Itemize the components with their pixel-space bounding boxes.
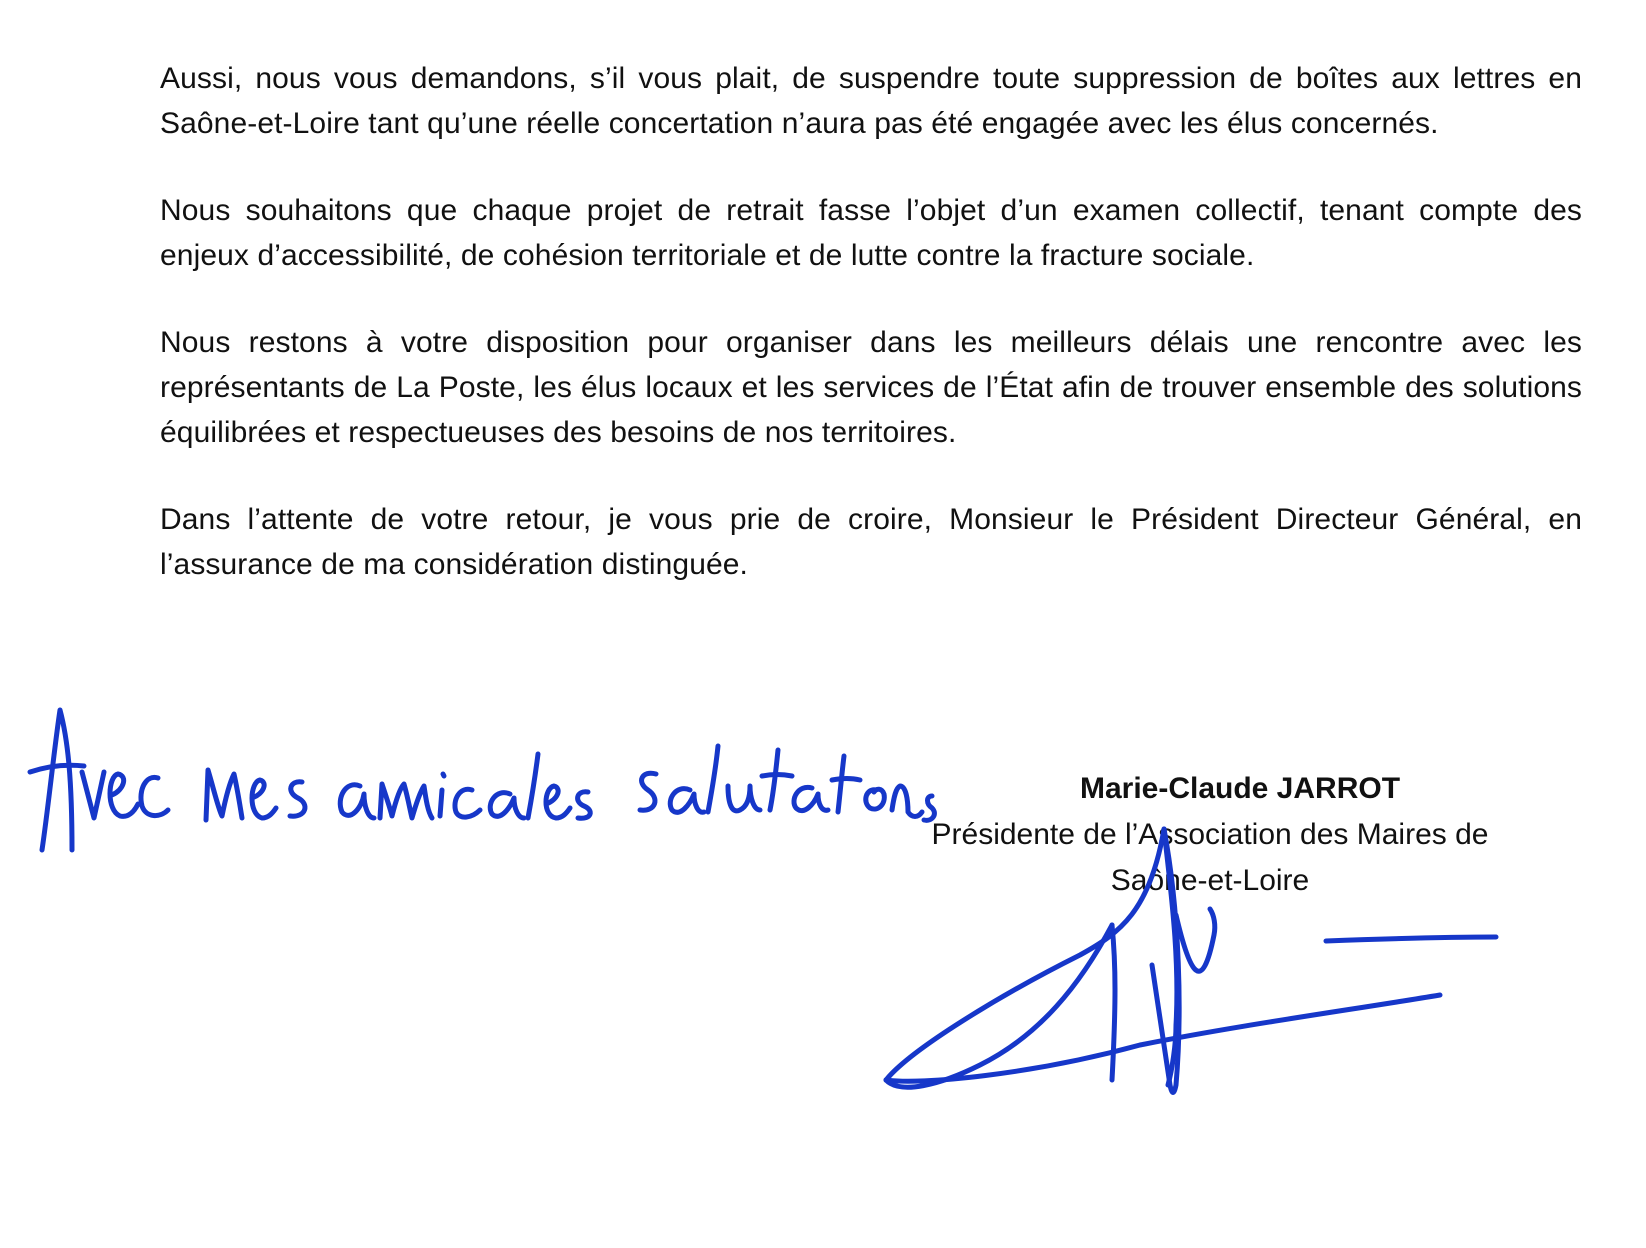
signatory-title-line2: Saône-et-Loire: [1110, 864, 1310, 897]
paragraph-collective-review: Nous souhaitons que chaque projet de retrait fasse l’objet d’un examen collectif, tenant compte des enjeux d’accessibilité, de cohésion territoriale et de lutte contre la fracture sociale.: [160, 194, 1582, 272]
paragraph-meeting-offer: Nous restons à votre disposition pour organiser dans les meilleurs délais une rencontre avec les représentants de La Poste, les élus locaux et les services de l’État afin de trouver ensemble des solutions équilibrées et respectueuses des besoins de nos territoires.: [160, 326, 1582, 449]
signatory-name: Marie-Claude JARROT: [1079, 772, 1401, 805]
paragraph-suspension-request: Aussi, nous vous demandons, s’il vous plait, de suspendre toute suppression de boîtes aux lettres en Saône-et-Loire tant qu’une réelle concertation n’aura pas été engagée avec les élus concernés.: [160, 62, 1582, 140]
letter-body: [160, 56, 1582, 629]
signature-drawing: [880, 805, 1580, 1165]
signatory-title-line1: Présidente de l’Association des Maires de: [931, 818, 1489, 851]
handwritten-greeting: [20, 700, 940, 860]
handwritten-greeting-drawing: [20, 700, 940, 860]
handwritten-signature: [880, 805, 1580, 1165]
paragraph-closing-formula: Dans l’attente de votre retour, je vous prie de croire, Monsieur le Président Directeur Général, en l’assurance de ma considération distinguée.: [160, 503, 1582, 581]
